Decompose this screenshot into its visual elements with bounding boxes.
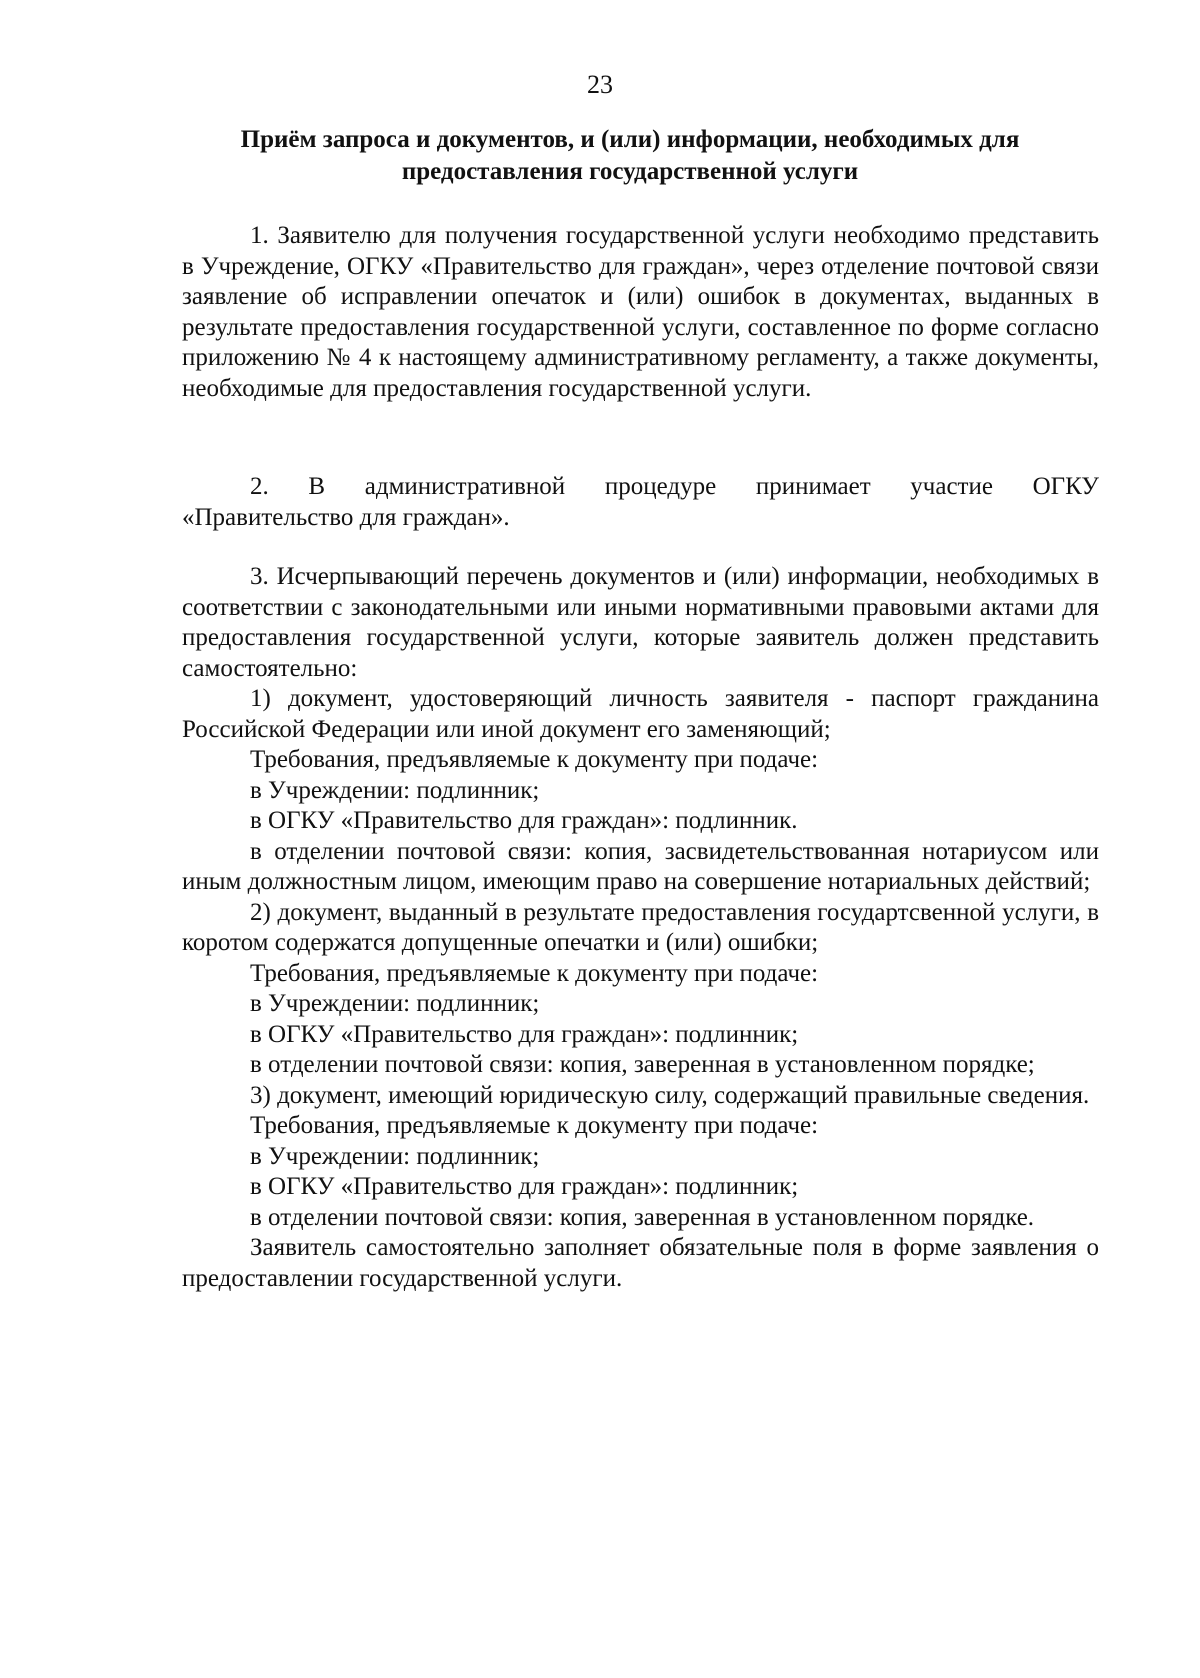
heading-line-2: предоставления государственной услуги (401, 158, 859, 185)
list-item-3-requirement-ogku: в ОГКУ «Правительство для граждан»: подлинник; (250, 1173, 799, 1200)
page-number: 23 (587, 70, 613, 99)
paragraph-1 (182, 221, 1099, 404)
list-item-2-requirements-title: Требования, предъявляемые к документу при подаче: (250, 959, 819, 987)
list-item-3-requirements-title: Требования, предъявляемые к документу при подаче: (250, 1112, 819, 1139)
paragraph-3-intro: 3. Исчерпывающий перечень документов и (или) информации, необходимых в соответствии с законодательными или иными нормативными правовыми актами для предоставления государственной услуги, которые заявитель должен представить самостоятельно: (182, 563, 1099, 682)
list-item-1-requirement-ogku: в ОГКУ «Правительство для граждан»: подлинник. (250, 807, 798, 834)
paragraph-1-text: 1. Заявителю для получения государственной услуги необходимо представить в Учреждение, ОГКУ «Правительство для граждан», через отделение почтовой связи заявление об исправлении опечаток и (или) ошибок в документах, выданных в результате предоставления государственной услуги, составленное по форме согласно приложению № 4 к настоящему административному регламенту, а также документы, необходимые для предоставления государственной услуги. (182, 222, 1099, 402)
heading-line-1: Приём запроса и документов, и (или) информации, необходимых для (240, 126, 1020, 153)
list-item-1-requirement-institution: в Учреждении: подлинник; (250, 776, 540, 804)
paragraph-2-line-1: 2. В административной процедуре принимает участие ОГКУ (250, 473, 1099, 500)
paragraph-2-line-2: «Правительство для граждан». (182, 503, 510, 531)
list-item-2-requirement-institution: в Учреждении: подлинник; (250, 990, 540, 1017)
list-item-1-requirements-title: Требования, предъявляемые к документу при подаче: (250, 746, 819, 773)
list-item-1-requirement-post: в отделении почтовой связи: копия, засвидетельствованная нотариусом или иным должностным лицом, имеющим право на совершение нотариальных действий; (182, 837, 1099, 895)
list-item-2: 2) документ, выданный в результате предоставления государтсвенной услуги, в коротом содержатся допущенные опечатки и (или) ошибки; (182, 898, 1099, 956)
list-item-2-requirement-ogku: в ОГКУ «Правительство для граждан»: подлинник; (250, 1020, 799, 1048)
list-item-3: 3) документ, имеющий юридическую силу, содержащий правильные сведения. (250, 1081, 1090, 1109)
list-item-2-requirement-post: в отделении почтовой связи: копия, заверенная в установленном порядке; (250, 1051, 1035, 1078)
section-heading (180, 124, 1080, 188)
paragraph-2 (182, 472, 1099, 533)
list-item-3-requirement-institution: в Учреждении: подлинник; (250, 1142, 540, 1170)
list-item-1: 1) документ, удостоверяющий личность заявителя - паспорт гражданина Российской Федерации или иной документ его заменяющий; (182, 685, 1099, 743)
paragraph-3 (182, 562, 1099, 1294)
list-item-3-requirement-post: в отделении почтовой связи: копия, заверенная в установленном порядке. (250, 1203, 1035, 1231)
closing-paragraph: Заявитель самостоятельно заполняет обязательные поля в форме заявления о предоставлении государственной услуги. (182, 1234, 1099, 1292)
